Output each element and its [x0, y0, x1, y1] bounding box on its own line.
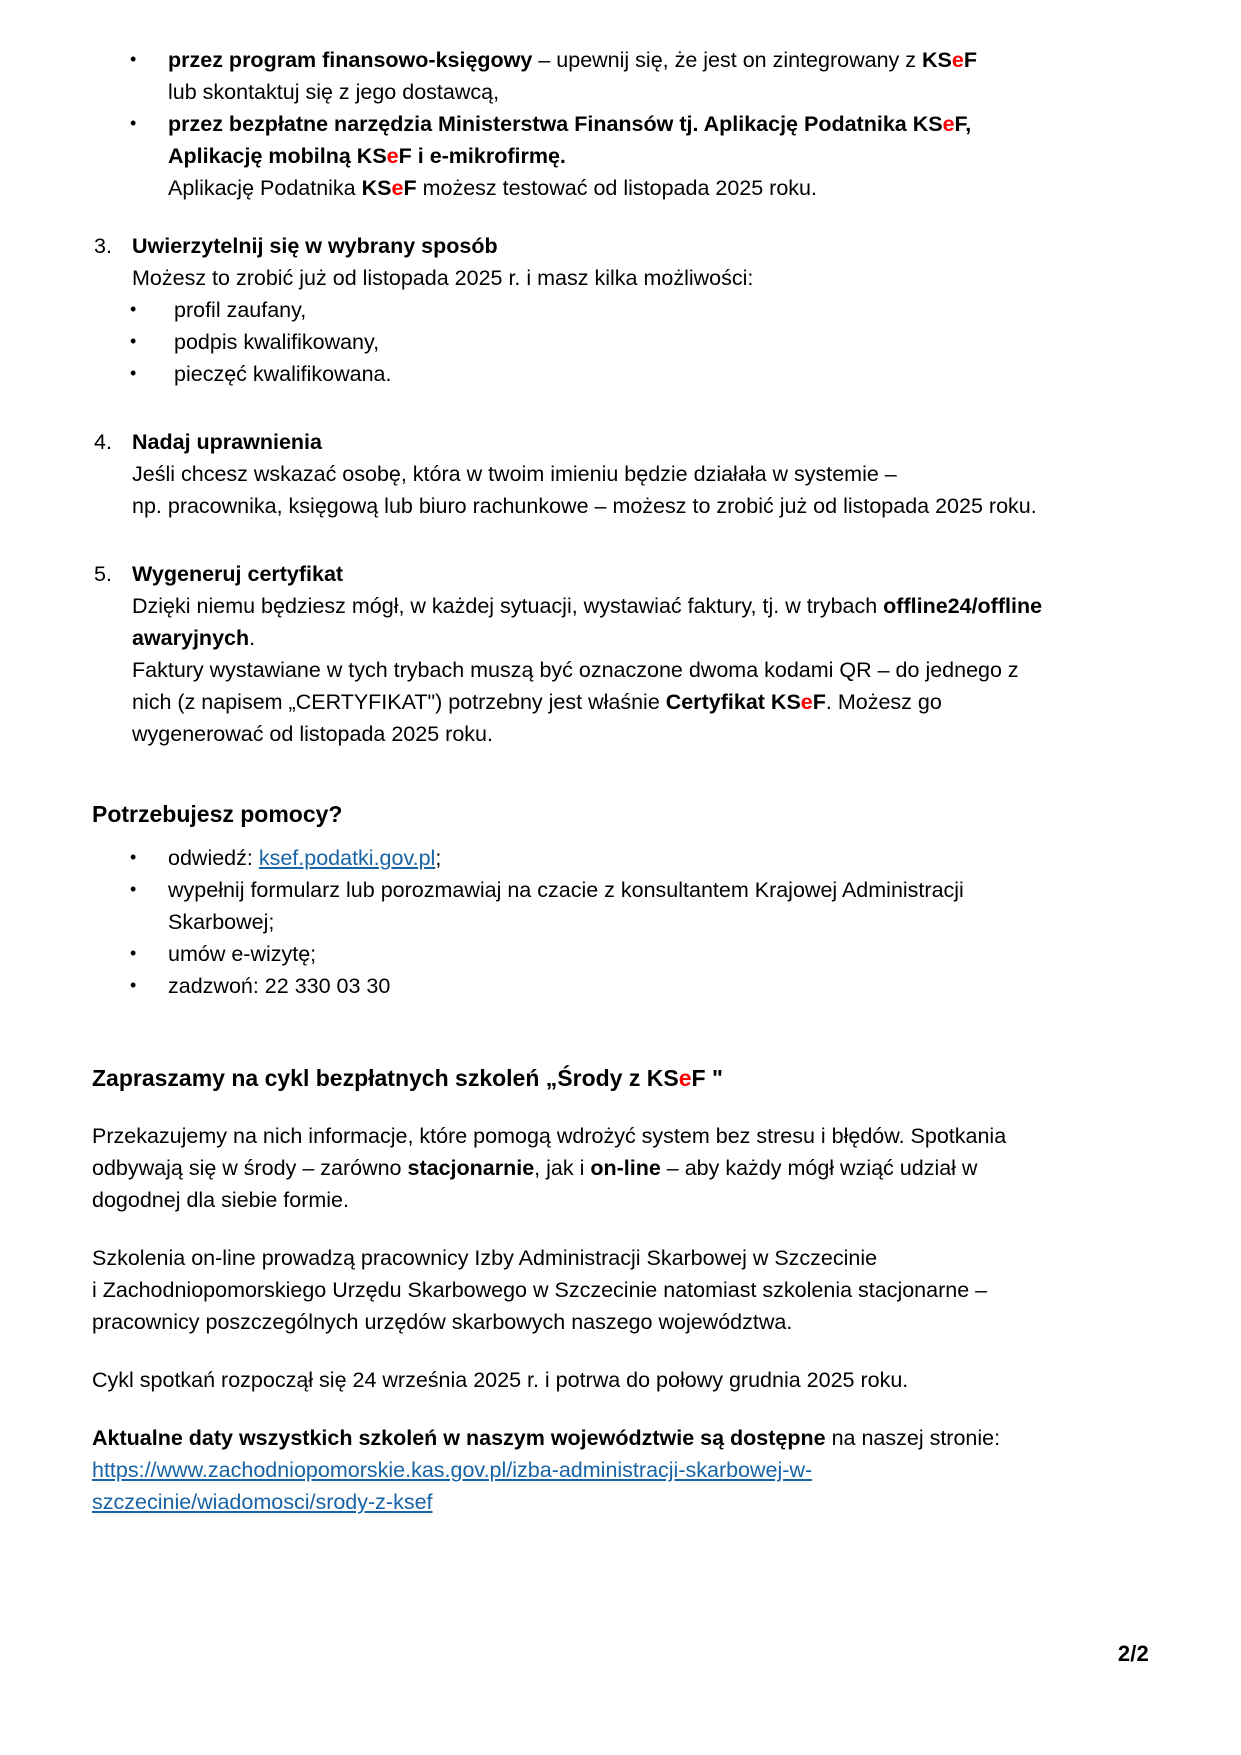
step-title: Wygeneruj certyfikat	[132, 562, 344, 586]
bullet-icon: •	[130, 113, 137, 133]
ksef-mark: KSeF	[361, 176, 417, 200]
help-section-heading: Potrzebujesz pomocy?	[92, 801, 343, 827]
certificate-ksef-mark: Certyfikat KSeF	[665, 690, 826, 714]
bullet-icon: •	[130, 363, 137, 383]
bullet-icon: •	[130, 975, 137, 995]
bullet-icon: •	[130, 847, 137, 867]
step-number: 5.	[94, 562, 112, 586]
training-paragraph-1: Przekazujemy na nich informacje, które pomogą wdrożyć system bez stresu i błędów. Spotkania odbywają się w środy – zarówno stacjonarnie, jak i on-line – aby każdy mógł wziąć udział w dogodnej dla siebie formie.	[92, 1124, 1007, 1212]
spacer	[92, 830, 1050, 842]
training-paragraph-3: Cykl spotkań rozpoczął się 24 września 2025 r. i potrwa do połowy grudnia 2025 roku.	[92, 1368, 909, 1392]
help-options-list	[92, 842, 1050, 1002]
step-body	[132, 558, 1050, 750]
step-line-2: np. pracownika, księgową lub biuro rachunkowe – możesz to zrobić już od listopada 2025 roku.	[132, 494, 1037, 518]
spacer	[92, 1216, 1050, 1242]
spacer	[92, 1338, 1050, 1364]
bullet-icon: •	[130, 331, 137, 351]
list-item	[92, 938, 1050, 970]
step-paragraph-1: Dzięki niemu będziesz mógł, w każdej sytuacji, wystawiać faktury, tj. w trybach offline24/offline awaryjnych.	[132, 594, 1043, 650]
list-item-text: pieczęć kwalifikowana.	[174, 362, 392, 386]
spacer	[92, 390, 1050, 426]
step-title: Uwierzytelnij się w wybrany sposób	[132, 234, 498, 258]
bullet-icon: •	[130, 299, 137, 319]
training-schedule-url-line-2[interactable]: szczecinie/wiadomosci/srody-z-ksef	[92, 1490, 433, 1514]
bold-phrase-stacjonarnie: stacjonarnie	[407, 1156, 535, 1180]
training-section-heading: Zapraszamy na cykl bezpłatnych szkoleń „Środy z KSeF "	[92, 1065, 723, 1091]
list-item	[92, 294, 1050, 326]
bold-phrase-dates: Aktualne daty wszystkich szkoleń w naszym województwie są dostępne	[92, 1426, 826, 1450]
step-number: 4.	[94, 430, 112, 454]
bold-phrase: przez program finansowo-księgowy	[168, 48, 533, 72]
page-number: 2/2	[1117, 1641, 1149, 1666]
list-item-second-line: lub skontaktuj się z jego dostawcą,	[168, 80, 500, 104]
spacer	[92, 1396, 1050, 1422]
plain-text: – upewnij się, że jest on zintegrowany z	[532, 48, 922, 72]
spacer	[92, 1002, 1050, 1050]
list-item-text	[168, 44, 1050, 108]
ksef-accent-e: e	[391, 176, 404, 200]
ksef-accent-e: e	[951, 48, 964, 72]
ksef-portal-link[interactable]: ksef.podatki.gov.pl	[258, 846, 436, 870]
continued-bullet-list	[92, 44, 1050, 204]
list-item	[92, 326, 1050, 358]
auth-options-list	[92, 294, 1050, 390]
list-item	[92, 44, 1050, 108]
list-item	[92, 108, 1050, 204]
list-item-text: umów e-wizytę;	[168, 942, 317, 966]
step-paragraph-2: Faktury wystawiane w tych trybach muszą być oznaczone dwoma kodami QR – do jednego z nich (z napisem „CERTYFIKAT") potrzebny jest właśnie Certyfikat KSeF. Możesz go wygenerować od listopada 2025 roku.	[132, 658, 1019, 746]
step-number: 3.	[94, 234, 112, 258]
spacer	[92, 204, 1050, 230]
bullet-icon: •	[130, 49, 137, 69]
bullet-icon: •	[130, 943, 137, 963]
list-item-text: wypełnij formularz lub porozmawiaj na czacie z konsultantem Krajowej Administracji Skarbowej;	[168, 878, 964, 934]
training-paragraph-2	[92, 1242, 1050, 1338]
step-body	[132, 230, 1050, 294]
step-body	[132, 426, 1050, 522]
list-item	[92, 842, 1050, 874]
step-item-3	[92, 230, 1050, 294]
bold-phrase-online: on-line	[590, 1156, 661, 1180]
ksef-accent-e: e	[800, 690, 813, 714]
list-item-text	[168, 108, 1050, 204]
list-item-text: podpis kwalifikowany,	[174, 330, 380, 354]
training-p2-line-2: i Zachodniopomorskiego Urzędu Skarbowego w Szczecinie natomiast szkolenia stacjonarne –	[92, 1278, 988, 1302]
step-line-1: Jeśli chcesz wskazać osobę, która w twoim imieniu będzie działała w systemie –	[132, 462, 897, 486]
spacer	[92, 750, 1050, 798]
spacer	[92, 1050, 1050, 1062]
training-schedule-url-line-1[interactable]: https://www.zachodniopomorskie.kas.gov.pl/izba-administracji-skarbowej-w-	[92, 1458, 813, 1482]
training-paragraph-4: Aktualne daty wszystkich szkoleń w naszym województwie są dostępne na naszej stronie: https://www.zachodniopomorskie.kas.gov.pl/izba-administracji-skarbowej-w- szczecinie/wiadomosci/srody-z-ksef	[92, 1426, 1001, 1514]
bold-phrase: offline24/offline awaryjnych	[132, 594, 1043, 650]
ksef-mark: KSeF	[921, 48, 977, 72]
list-item-text: zadzwoń: 22 330 03 30	[168, 974, 391, 998]
training-p2-line-3: pracownicy poszczególnych urzędów skarbowych naszego województwa.	[92, 1310, 793, 1334]
list-item	[92, 970, 1050, 1002]
step-intro: Możesz to zrobić już od listopada 2025 r. i masz kilka możliwości:	[132, 266, 754, 290]
ksef-accent-e: e	[678, 1065, 692, 1091]
step-item-4	[92, 426, 1050, 522]
list-item	[92, 358, 1050, 390]
step-item-5	[92, 558, 1050, 750]
bullet-icon: •	[130, 879, 137, 899]
list-item-text: odwiedź: ksef.podatki.gov.pl;	[168, 846, 442, 870]
spacer	[92, 1094, 1050, 1120]
list-item-text: profil zaufany,	[174, 298, 307, 322]
ksef-accent-e: e	[942, 112, 955, 136]
bold-phrase: przez bezpłatne narzędzia Ministerstwa Finansów tj. Aplikację Podatnika KSeF, Aplikację mobilną KSeF i e-mikrofirmę.	[168, 112, 972, 168]
sub-line: Aplikację Podatnika KSeF możesz testować od listopada 2025 roku.	[168, 176, 817, 200]
list-item	[92, 874, 1050, 938]
spacer	[92, 522, 1050, 558]
page-content	[92, 44, 1050, 1518]
step-title: Nadaj uprawnienia	[132, 430, 322, 454]
training-p2-line-1: Szkolenia on-line prowadzą pracownicy Izby Administracji Skarbowej w Szczecinie	[92, 1246, 878, 1270]
ksef-accent-e: e	[386, 144, 399, 168]
